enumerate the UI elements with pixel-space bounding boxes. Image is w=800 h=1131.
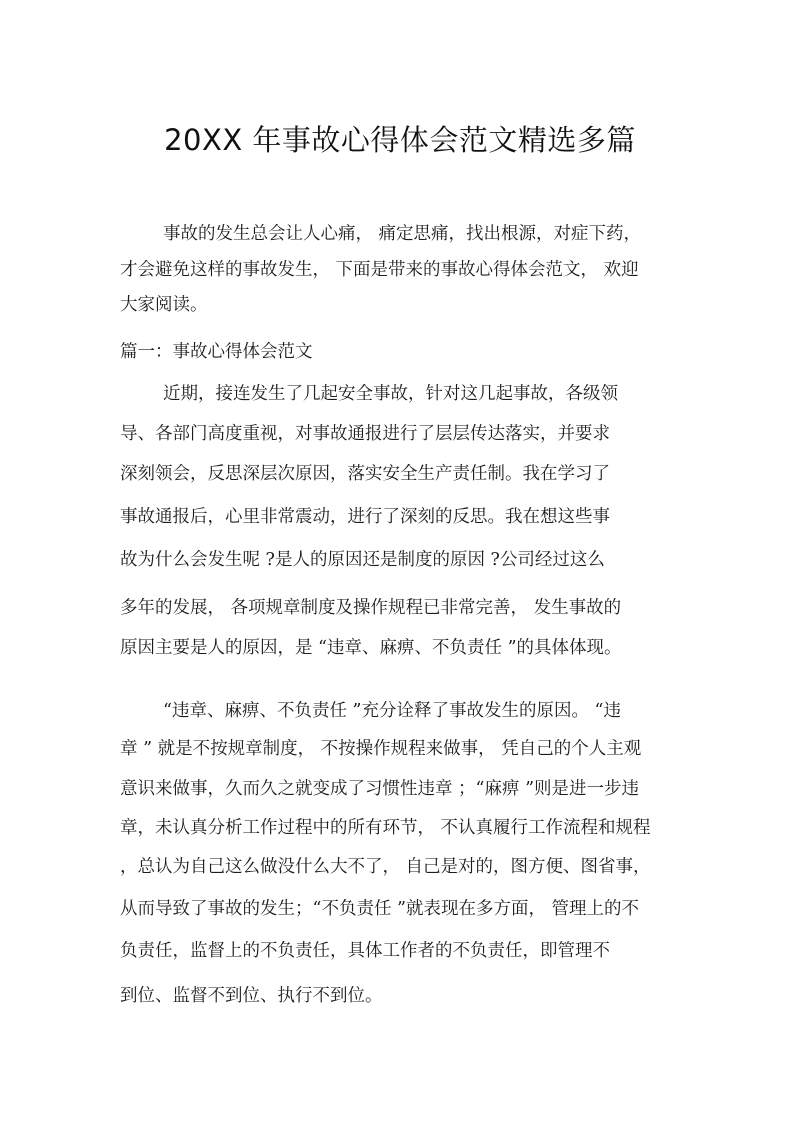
paragraph2-line-3: 意识来做事，久而久之就变成了习惯性违章 ；“麻痹 ”则是进一步违 — [120, 779, 640, 799]
intro-line-1: 事故的发生总会让人心痛， 痛定思痛，找出根源，对症下药， — [163, 224, 642, 244]
paragraph2-line-2: 章 ” 就是不按规章制度， 不按操作规程来做事， 凭自己的个人主观 — [120, 739, 642, 759]
section-heading: 篇一：事故心得体会范文 — [120, 342, 313, 362]
paragraph2-line-4: 章，未认真分析工作过程中的所有环节， 不认真履行工作流程和规程 — [120, 818, 651, 838]
intro-line-2: 才会避免这样的事故发生， 下面是带来的事故心得体会范文， 欢迎 — [120, 260, 639, 280]
document-title: 20XX 年事故心得体会范文精选多篇 — [164, 123, 636, 157]
paragraph1-line-1: 近期，接连发生了几起安全事故，针对这几起事故，各级领 — [163, 384, 618, 404]
paragraph1-line-3: 深刻领会，反思深层次原因，落实安全生产责任制。我在学习了 — [120, 464, 610, 484]
intro-line-3: 大家阅读。 — [120, 295, 208, 315]
paragraph1-line-7: 原因主要是人的原因，是 “违章、麻痹、不负责任 ”的具体体现。 — [120, 638, 622, 658]
paragraph2-line-1: “违章、麻痹、不负责任 ”充分诠释了事故发生的原因。 “违 — [163, 701, 621, 721]
paragraph1-line-5: 故为什么会发生呢 ?是人的原因还是制度的原因 ?公司经过这么 — [120, 550, 605, 570]
paragraph2-line-7: 负责任，监督上的不负责任，具体工作者的不负责任，即管理不 — [120, 941, 610, 961]
paragraph2-line-5: ，总认为自己这么做没什么大不了， 自己是对的，图方便、图省事， — [120, 857, 651, 877]
paragraph1-line-4: 事故通报后，心里非常震动，进行了深刻的反思。我在想这些事 — [120, 507, 610, 527]
paragraph2-line-8: 到位、监督不到位、执行不到位。 — [120, 986, 383, 1006]
paragraph1-line-2: 导、各部门高度重视，对事故通报进行了层层传达落实，并要求 — [120, 424, 610, 444]
paragraph1-line-6: 多年的发展， 各项规章制度及操作规程已非常完善， 发生事故的 — [120, 598, 622, 618]
paragraph2-line-6: 从而导致了事故的发生；“不负责任 ”就表现在多方面， 管理上的不 — [120, 899, 640, 919]
